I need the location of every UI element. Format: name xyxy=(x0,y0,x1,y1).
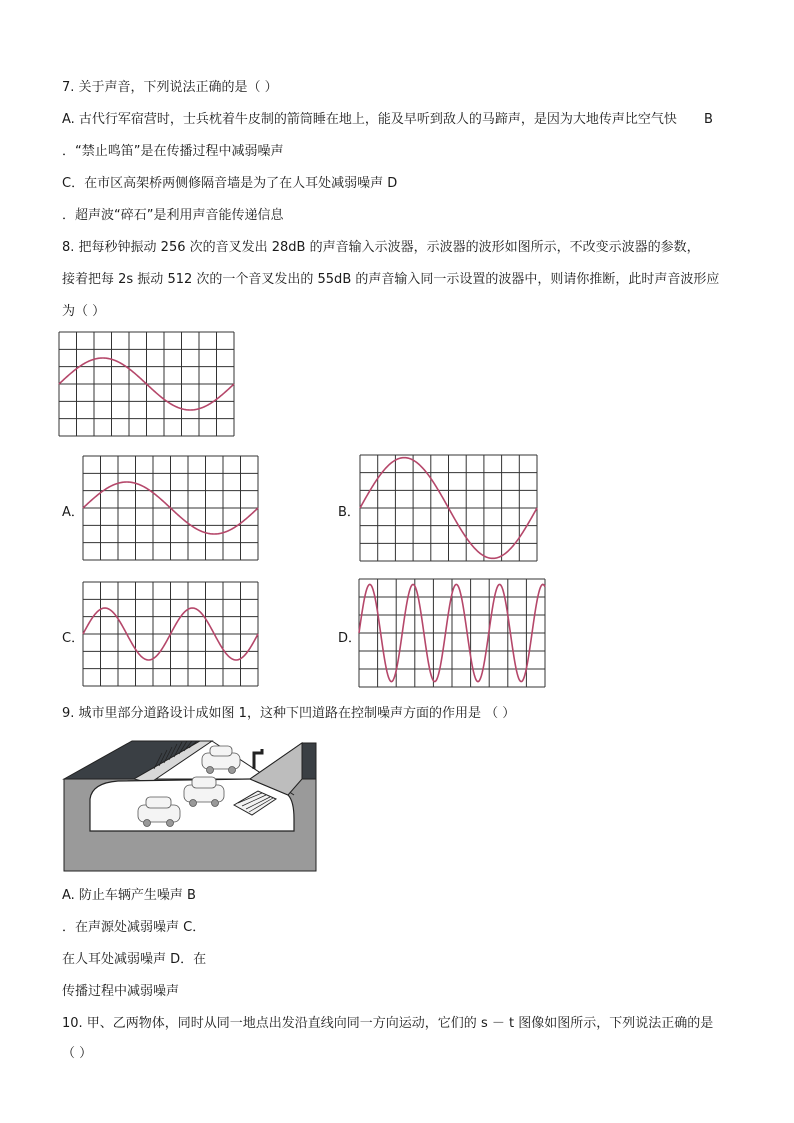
option-d-waveform xyxy=(358,578,546,688)
q9-stem: 9. 城市里部分道路设计成如图 1，这种下凹道路在控制噪声方面的作用是 （ ） xyxy=(62,706,516,721)
q7-option-b: ．“禁止鸣笛”是在传播过程中减弱噪声 xyxy=(62,144,284,159)
q7-option-c: C．在市区高架桥两侧修隔音墙是为了在人耳处减弱噪声 D xyxy=(62,176,398,191)
q7-option-b-label: B xyxy=(704,112,713,127)
option-c-waveform xyxy=(82,581,259,687)
sunken-road-figure xyxy=(62,739,318,872)
q7-stem: 7. 关于声音，下列说法正确的是（ ） xyxy=(62,80,278,95)
q9-options-line1: A. 防止车辆产生噪声 B xyxy=(62,888,196,903)
q8-option-c-label: C． xyxy=(62,631,85,646)
q8-stem-line1: 8. 把每秒钟振动 256 次的音叉发出 28dB 的声音输入示波器，示波器的波形如图所示，不改变示波器的参数， xyxy=(62,240,700,255)
option-b-waveform xyxy=(359,454,538,562)
q10-stem-line2: （ ） xyxy=(62,1046,93,1061)
q8-option-b-label: B． xyxy=(338,505,360,520)
q8-stem-line2: 接着把每 2s 振动 512 次的一个音叉发出的 55dB 的声音输入同一示设置的波器中，则请你推断，此时声音波形应 xyxy=(62,272,720,287)
q7-option-a xyxy=(62,112,713,128)
q9-options-line2: ．在声源处减弱噪声 C． xyxy=(62,920,206,935)
q8-option-a-label: A． xyxy=(62,505,84,520)
q8-option-d-label: D． xyxy=(338,631,362,646)
q9-options-line4: 传播过程中减弱噪声 xyxy=(62,984,180,999)
q9-options-line3: 在人耳处减弱噪声 D．在 xyxy=(62,952,207,967)
q7-option-a-text: A. 古代行军宿营时，士兵枕着牛皮制的箭筒睡在地上，能及早听到敌人的马蹄声，是因为大地传声比空气快 xyxy=(62,112,677,127)
car-icon xyxy=(202,746,240,774)
q10-stem-line1: 10. 甲、乙两物体，同时从同一地点出发沿直线向同一方向运动，它们的 s － t 图像如图所示，下列说法正确的是 xyxy=(62,1016,714,1031)
reference-waveform xyxy=(58,331,235,437)
option-a-waveform xyxy=(82,455,259,561)
q8-stem-line3: 为（ ） xyxy=(62,304,106,319)
q7-option-d: ．超声波“碎石”是利用声音能传递信息 xyxy=(62,208,284,223)
